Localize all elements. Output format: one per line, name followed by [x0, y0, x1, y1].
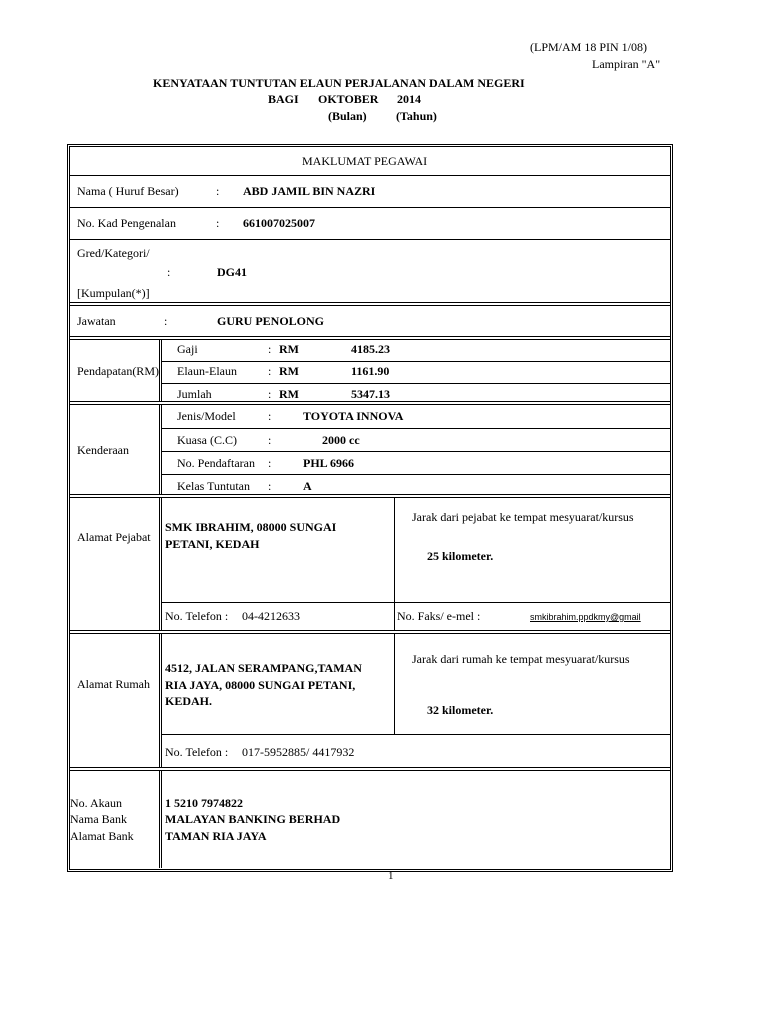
- pendapatan-label: Pendapatan(RM): [77, 364, 159, 378]
- gaji-currency: RM: [279, 342, 299, 356]
- lampiran-label: Lampiran "A": [592, 57, 661, 71]
- rumah-telefon-value: 017-5952885/ 4417932: [242, 745, 355, 759]
- jarak-pejabat-label: Jarak dari pejabat ke tempat mesyuarat/kursus: [412, 510, 634, 524]
- ic-colon: :: [216, 216, 220, 230]
- kuasa-label: Kuasa (C.C): [177, 433, 237, 447]
- alamat-bank-value: TAMAN RIA JAYA: [165, 829, 267, 843]
- jumlah-value: 5347.13: [351, 387, 390, 401]
- nama-value: ABD JAMIL BIN NAZRI: [243, 184, 376, 198]
- elaun-colon: :: [268, 364, 272, 378]
- kelas-colon: :: [268, 479, 272, 493]
- elaun-label: Elaun-Elaun: [177, 364, 237, 378]
- akaun-value: 1 5210 7974822: [165, 796, 243, 810]
- section-title: MAKLUMAT PEGAWAI: [302, 154, 428, 168]
- gred-label: Gred/Kategori/: [77, 246, 150, 260]
- nama-bank-value: MALAYAN BANKING BERHAD: [165, 812, 341, 826]
- month-caption: (Bulan): [328, 109, 367, 123]
- akaun-label: No. Akaun: [70, 796, 122, 810]
- pejabat-telefon-label: No. Telefon :: [165, 609, 229, 623]
- rumah-address-line2: RIA JAYA, 08000 SUNGAI PETANI,: [165, 678, 356, 692]
- bagi-label: BAGI: [268, 92, 299, 106]
- jarak-pejabat-value: 25 kilometer.: [427, 549, 494, 563]
- form-reference: (LPM/AM 18 PIN 1/08): [530, 40, 648, 54]
- faks-email-label: No. Faks/ e-mel :: [397, 609, 481, 623]
- jenis-model-colon: :: [268, 409, 272, 423]
- ic-value: 661007025007: [243, 216, 315, 230]
- kuasa-value: 2000 cc: [322, 433, 360, 447]
- jumlah-colon: :: [268, 387, 272, 401]
- jarak-rumah-label: Jarak dari rumah ke tempat mesyuarat/kursus: [412, 652, 630, 666]
- elaun-currency: RM: [279, 364, 299, 378]
- page-number: 1: [388, 870, 394, 882]
- pejabat-address-line1: SMK IBRAHIM, 08000 SUNGAI: [165, 520, 337, 534]
- nama-label: Nama ( Huruf Besar): [77, 184, 179, 198]
- kuasa-colon: :: [268, 433, 272, 447]
- jawatan-colon: :: [164, 314, 168, 328]
- jarak-rumah-value: 32 kilometer.: [427, 703, 494, 717]
- jumlah-label: Jumlah: [177, 387, 212, 401]
- pendaftaran-value: PHL 6966: [303, 456, 355, 470]
- gaji-label: Gaji: [177, 342, 198, 356]
- jumlah-currency: RM: [279, 387, 299, 401]
- ic-label: No. Kad Pengenalan: [77, 216, 176, 230]
- jawatan-label: Jawatan: [77, 314, 116, 328]
- kenderaan-label: Kenderaan: [77, 443, 129, 457]
- gred-colon: :: [167, 265, 171, 279]
- year-caption: (Tahun): [396, 109, 437, 123]
- rumah-address-line3: KEDAH.: [165, 694, 213, 708]
- nama-bank-label: Nama Bank: [70, 812, 127, 826]
- kelas-label: Kelas Tuntutan: [177, 479, 251, 493]
- jawatan-value: GURU PENOLONG: [217, 314, 325, 328]
- alamat-bank-label: Alamat Bank: [70, 829, 134, 843]
- pendaftaran-label: No. Pendaftaran: [177, 456, 255, 470]
- jenis-model-value: TOYOTA INNOVA: [303, 409, 404, 423]
- nama-colon: :: [216, 184, 220, 198]
- pendaftaran-colon: :: [268, 456, 272, 470]
- jenis-model-label: Jenis/Model: [177, 409, 236, 423]
- gaji-colon: :: [268, 342, 272, 356]
- kumpulan-label: [Kumpulan(*)]: [77, 286, 150, 300]
- email-value: smkibrahim.ppdkmy@gmail: [530, 612, 641, 622]
- alamat-rumah-label: Alamat Rumah: [77, 677, 150, 691]
- claim-year: 2014: [397, 92, 421, 106]
- gaji-value: 4185.23: [351, 342, 390, 356]
- rumah-telefon-label: No. Telefon :: [165, 745, 229, 759]
- claim-month: OKTOBER: [318, 92, 379, 106]
- alamat-pejabat-label: Alamat Pejabat: [77, 530, 151, 544]
- elaun-value: 1161.90: [351, 364, 390, 378]
- pejabat-address-line2: PETANI, KEDAH: [165, 537, 260, 551]
- rumah-address-line1: 4512, JALAN SERAMPANG,TAMAN: [165, 661, 362, 675]
- gred-value: DG41: [217, 265, 247, 279]
- kelas-value: A: [303, 479, 312, 493]
- pejabat-telefon-value: 04-4212633: [242, 609, 300, 623]
- document-title: KENYATAAN TUNTUTAN ELAUN PERJALANAN DALAM NEGERI: [153, 76, 525, 90]
